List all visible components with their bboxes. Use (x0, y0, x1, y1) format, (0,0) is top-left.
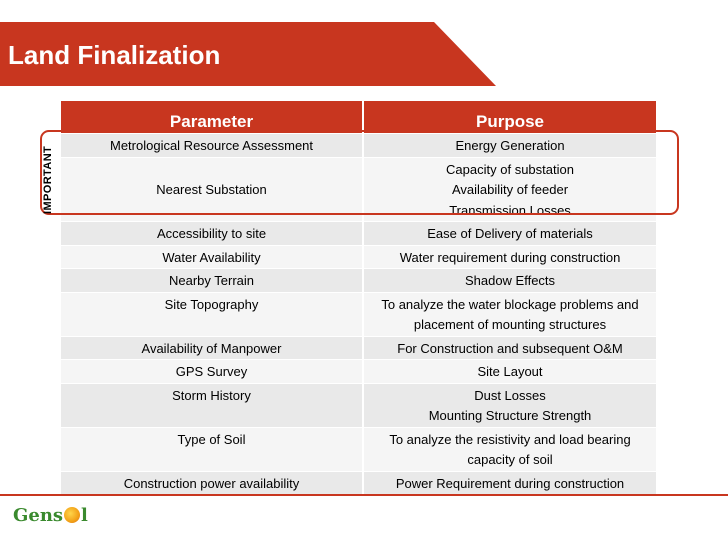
purpose-cell (363, 427, 656, 471)
parameter-cell: Water Availability (61, 245, 363, 269)
parameter-cell: Nearby Terrain (61, 269, 363, 293)
parameter-cell: Metrological Resource Assessment (61, 134, 363, 158)
table-row (61, 269, 656, 293)
important-label: IMPORTANT (42, 145, 54, 214)
purpose-line: Dust Losses (474, 387, 546, 403)
parameter-cell: Storm History (61, 383, 363, 427)
purpose-line: placement of mounting structures (413, 317, 607, 332)
purpose-line: Water requirement during construction (399, 249, 621, 265)
parameter-cell: Construction power availability (61, 471, 363, 494)
parameter-cell: Type of Soil (61, 427, 363, 471)
purpose-line: To analyze the water blockage problems and (381, 296, 639, 312)
table-row (61, 222, 656, 246)
logo-text-left: Gens (13, 504, 64, 526)
purpose-line: Power Requirement during construction (395, 475, 625, 491)
purpose-cell (363, 383, 656, 427)
purpose-cell (363, 245, 656, 269)
purpose-cell (363, 471, 656, 494)
gensol-logo (13, 503, 88, 527)
table-row (61, 245, 656, 269)
parameter-cell: Accessibility to site (61, 222, 363, 246)
table-row (61, 292, 656, 336)
purpose-line: For Construction and subsequent O&M (397, 340, 623, 356)
purpose-line: Energy Generation (455, 138, 565, 153)
sun-icon (64, 507, 80, 523)
column-header-parameter: Parameter (61, 101, 363, 134)
parameter-cell: Nearest Substation (61, 157, 363, 222)
important-highlight-box (40, 130, 679, 215)
table-row (61, 336, 656, 360)
parameter-cell: Availability of Manpower (61, 336, 363, 360)
purpose-line: capacity of soil (467, 452, 553, 467)
purpose-cell (363, 292, 656, 336)
purpose-line: Ease of Delivery of materials (427, 226, 593, 241)
table-row (61, 471, 656, 494)
purpose-line: Site Layout (477, 364, 543, 379)
purpose-line: Capacity of substation (446, 161, 574, 177)
purpose-line: Transmission Losses (449, 202, 571, 218)
parameter-cell: Site Topography (61, 292, 363, 336)
column-header-purpose: Purpose (363, 101, 656, 134)
table-row (61, 360, 656, 384)
table-header-row (61, 101, 656, 134)
purpose-line: Shadow Effects (464, 273, 556, 288)
table-row (61, 383, 656, 427)
footer-divider (0, 494, 728, 496)
table-row (61, 427, 656, 471)
purpose-line: Availability of feeder (451, 182, 569, 197)
purpose-cell (363, 336, 656, 360)
purpose-line: To analyze the resistivity and load bearing (389, 431, 631, 447)
purpose-cell (363, 269, 656, 293)
purpose-line: Mounting Structure Strength (428, 408, 592, 423)
purpose-cell (363, 360, 656, 384)
logo-text-right: l (81, 504, 88, 526)
page-title: Land Finalization (8, 40, 221, 70)
purpose-cell (363, 222, 656, 246)
parameter-cell: GPS Survey (61, 360, 363, 384)
